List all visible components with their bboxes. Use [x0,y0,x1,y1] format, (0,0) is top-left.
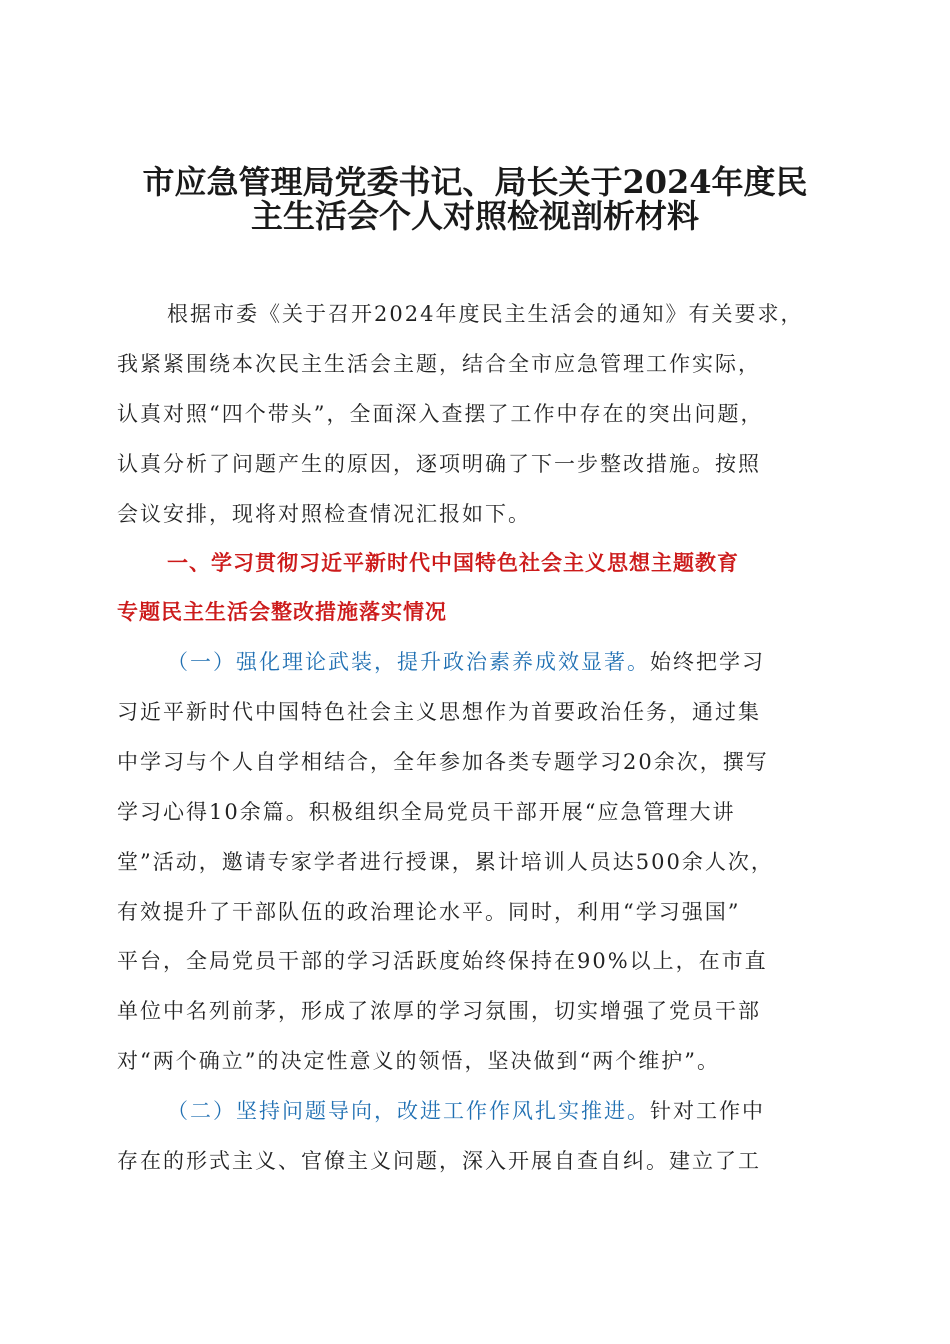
intro-line-1: 根据市委《关于召开2024年度民主生活会的通知》有关要求， [167,302,804,326]
subsection-1-line-9: 对“两个确立”的决定性意义的领悟，坚决做到“两个维护”。 [117,1049,720,1073]
subsection-1-line-7: 平台，全局党员干部的学习活跃度始终保持在90%以上，在市直 [117,949,768,973]
subsection-1-first-line [167,647,765,677]
subsection-1-line-6: 有效提升了干部队伍的政治理论水平。同时，利用“学习强国” [117,900,741,924]
intro-line-2: 我紧紧围绕本次民主生活会主题，结合全市应急管理工作实际， [117,352,761,376]
subsection-1-line-3: 中学习与个人自学相结合，全年参加各类专题学习20余次，撰写 [117,750,769,774]
document-title-line-2: 主生活会个人对照检视剖析材料 [250,197,699,235]
subsection-2-first-line-text: 针对工作中 [650,1099,765,1123]
section-heading-line-2: 专题民主生活会整改措施落实情况 [117,600,447,624]
intro-line-3: 认真对照“四个带头”，全面深入查摆了工作中存在的突出问题， [117,402,764,426]
intro-line-5: 会议安排，现将对照检查情况汇报如下。 [117,502,531,526]
intro-line-4: 认真分析了问题产生的原因，逐项明确了下一步整改措施。按照 [117,452,761,476]
subsection-1-line-5: 堂”活动，邀请专家学者进行授课，累计培训人员达500余人次， [117,850,774,874]
subsection-1-line-4: 学习心得10余篇。积极组织全局党员干部开展“应急管理大讲 [117,800,736,824]
subsection-2-heading: （二）坚持问题导向，改进工作作风扎实推进。 [167,1099,650,1123]
subsection-2-line-2: 存在的形式主义、官僚主义问题，深入开展自查自纠。建立了工 [117,1149,761,1173]
subsection-1-first-line-text: 始终把学习 [650,650,765,674]
subsection-2-first-line [167,1096,765,1126]
subsection-1-heading: （一）强化理论武装，提升政治素养成效显著。 [167,650,650,674]
document-title-line-1: 市应急管理局党委书记、局长关于2024年度民 [142,163,808,201]
subsection-1-line-8: 单位中名列前茅，形成了浓厚的学习氛围，切实增强了党员干部 [117,999,761,1023]
subsection-1-line-2: 习近平新时代中国特色社会主义思想作为首要政治任务，通过集 [117,700,761,724]
section-heading-line-1: 一、学习贯彻习近平新时代中国特色社会主义思想主题教育 [167,551,739,575]
